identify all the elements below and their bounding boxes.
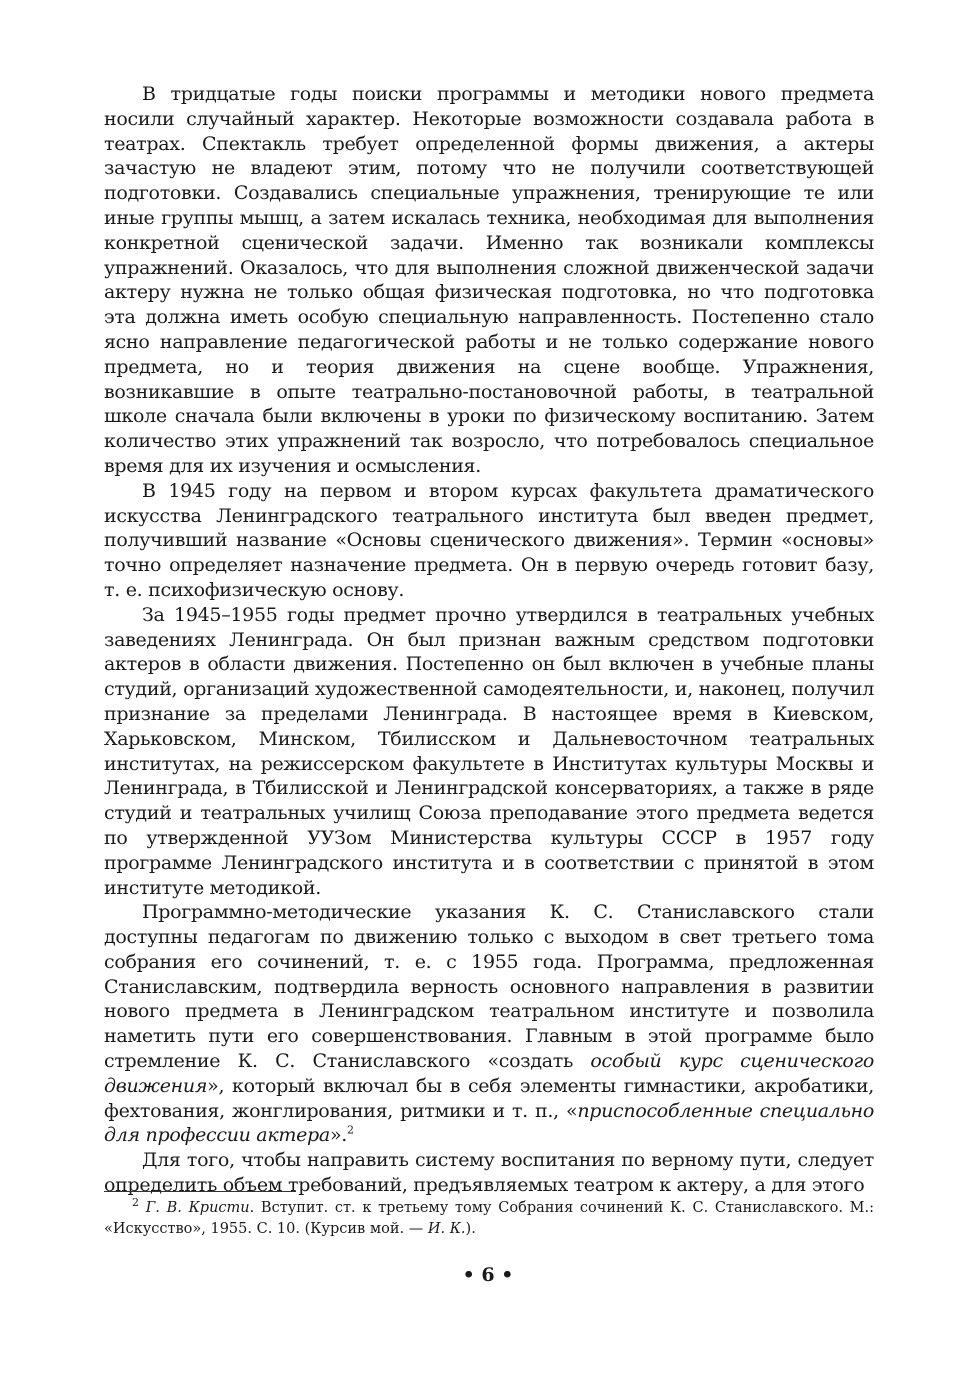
footnote-marker: 2: [132, 1196, 139, 1210]
paragraph-5: Для того, чтобы направить систему воспитания по верному пути, следует определить объем требований, предъявляемых театром к актеру, а для этого: [104, 1149, 874, 1197]
p4-text-c: ».: [329, 1124, 348, 1147]
p4-italic-quote-1: особый курс сценического движения: [104, 1050, 874, 1097]
footnote-initials: И. К.: [427, 1221, 466, 1237]
footnote: [104, 1198, 874, 1240]
paragraph-1: В тридцатые годы поиски программы и методики нового предмета носили случайный характер. Некоторые возможности создавала работа в театрах. Спектакль требует определенной формы движения, а актеры зачастую не владеют этим, потому что не получили соответствующей подготовки. Создавались специальные упражнения, тренирующие те или иные группы мышц, а затем искалась техника, необходимая для выполнения конкретной сценической задачи. Именно так возникали комплексы упражнений. Оказалось, что для выполнения сложной движенческой задачи актеру нужна не только общая физическая подготовка, но что подготовка эта должна иметь особую специальную направленность. Постепенно стало ясно направление педагогической работы и не только содержание нового предмета, но и теория движения на сцене вообще. Упражнения, возникавшие в опыте театрально-постановочной работы, в театральной школе сначала были включены в уроки по физическому воспитанию. Затем количество этих упражнений так возросло, что потребовалось специальное время для их изучения и осмысления.: [104, 83, 874, 477]
page-number: • 6 •: [462, 1264, 514, 1286]
paragraph-2: В 1945 году на первом и втором курсах факультета драматического искусства Ленинградского театрального института был введен предмет, получивший название «Основы сценического движения». Термин «основы» точно определяет назначение предмета. Он в первую очередь готовит базу, т. е. психофизическую основу.: [104, 479, 874, 601]
footnote-reference[interactable]: 2: [347, 1124, 354, 1138]
p4-text-b: », который включал бы в себя элементы гимнастики, акробатики, фехтования, жонглирования, ритмики и т. п., «: [104, 1074, 874, 1122]
footnote-divider: [104, 1191, 296, 1192]
page-number-value: 6: [481, 1264, 495, 1286]
footnote-author: Г. В. Кристи: [145, 1200, 250, 1216]
footnote-text-b: ).: [465, 1221, 476, 1237]
footnote-text-a: . Вступит. ст. к третьему тому Собрания сочинений К. С. Станиславского. М.: «Искусство», 1955. С. 10. (Курсив мой. —: [104, 1200, 874, 1237]
paragraph-4: [104, 900, 874, 1148]
p4-text-a: Программно-методические указания К. С. Станиславского стали доступны педагогам по движению только с выходом в свет третьего тома собрания его сочинений, т. е. с 1955 года. Программа, предложенная Станиславским, подтвердила верность основного направления в развитии нового предмета в Ленинградском театральном институте и позволила наметить пути его совершенствования. Главным в этой программе было стремление К. С. Станиславского «создать: [104, 901, 874, 1073]
p4-italic-quote-2: приспособленные специально для профессии актера: [104, 1099, 874, 1147]
paragraph-3: За 1945–1955 годы предмет прочно утвердился в театральных учебных заведениях Ленинграда. Он был признан важным средством подготовки актеров в области движения. Постепенно он был включен в учебные планы студий, организаций художественной самодеятельности, и, наконец, получил признание за пределами Ленинграда. В настоящее время в Киевском, Харьковском, Минском, Тбилисском и Дальневосточном театральных институтах, на режиссерском факультете в Институтах культуры Москвы и Ленинграда, в Тбилисской и Ленинградской консерваториях, а также в ряде студий и театральных училищ Союза преподавание этого предмета ведется по утвержденной УУЗом Министерства культуры СССР в 1957 году программе Ленинградского института и в соответствии с принятой в этом институте методикой.: [104, 603, 874, 899]
body-text: [104, 82, 874, 1198]
